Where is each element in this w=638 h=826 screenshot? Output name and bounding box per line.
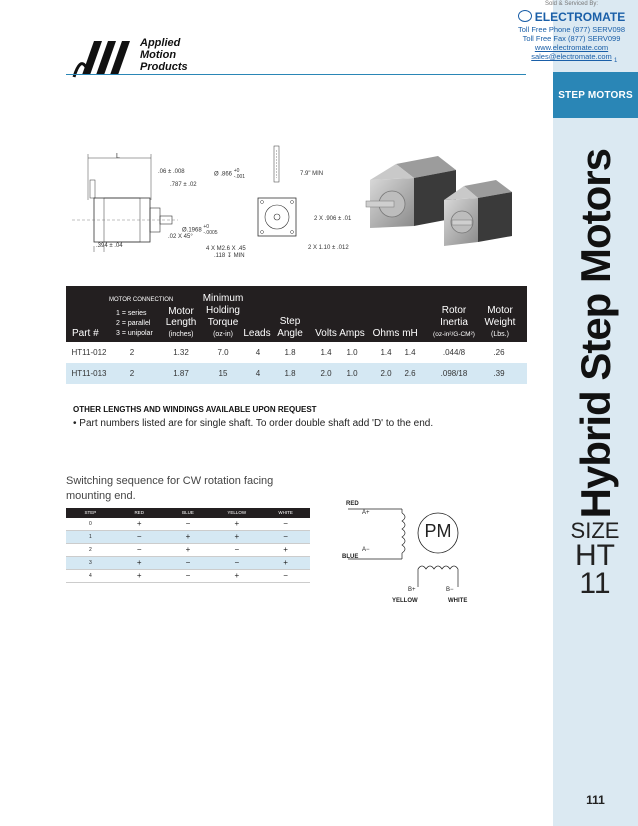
seq-header-red: RED (134, 510, 144, 515)
dim-866-tol-bottom: -.001 (233, 174, 246, 180)
header-torque-0: Minimum (202, 293, 244, 304)
brand-line-1: Applied (140, 37, 181, 49)
dealer-fax: Toll Free Fax (877) SERV099 (522, 34, 621, 43)
wire-yellow-label: YELLOW (392, 598, 418, 604)
dim-1968-value: Ø.1968 (182, 227, 202, 234)
dim-1968-tol-bottom: -.0005 (203, 230, 218, 236)
header-inertia-2: Inertia (440, 317, 468, 328)
header-torque-unit: (oz-in) (213, 331, 233, 338)
cell-weight: .26 (493, 348, 505, 357)
dim-787: .787 ± .02 (170, 182, 197, 188)
size-block (563, 520, 627, 598)
dim-screw-depth: .118 ↧ MIN (214, 253, 245, 259)
availability-note: OTHER LENGTHS AND WINDINGS AVAILABLE UPON REQUEST (73, 405, 317, 414)
dim-866 (214, 168, 245, 180)
seq-step: 4 (89, 573, 92, 579)
brand-name (140, 37, 188, 73)
size-series: HT (575, 539, 615, 572)
sequence-header (66, 508, 310, 518)
cell-part: HT11-012 (71, 348, 107, 357)
seq-blue: − (185, 571, 191, 580)
seq-yellow: + (234, 519, 240, 528)
seq-step: 2 (89, 547, 92, 553)
front-view-drawing (250, 142, 310, 252)
conn-title: MOTOR CONNECTION (109, 297, 174, 303)
seq-header-white: WHITE (278, 510, 293, 515)
cell-ohms: 1.4 (380, 348, 392, 357)
seq-blue: − (185, 519, 191, 528)
pm-label: PM (424, 521, 452, 541)
sequence-row (66, 544, 310, 557)
dealer-page-mark: 1 (614, 58, 618, 64)
dim-lead-length: 7.9" MIN (300, 171, 324, 177)
cell-inertia: .098/18 (440, 369, 468, 378)
cell-conn: 2 (129, 369, 135, 378)
dim-1968-tol (203, 224, 217, 236)
header-ohms: Ohms (372, 328, 400, 339)
header-step-1: Step (279, 316, 301, 327)
wiring-diagram (340, 495, 480, 615)
header-torque-2: Torque (207, 317, 239, 328)
seq-header-step: STEP (84, 510, 97, 515)
dealer-name[interactable] (505, 10, 638, 22)
cell-mh: 2.6 (404, 369, 416, 378)
header-weight-1: Motor (487, 305, 513, 316)
wire-white-label: WHITE (448, 598, 468, 604)
header-weight-2: Weight (484, 317, 516, 328)
vertical-title (567, 148, 625, 518)
dim-chamfer: .02 X 45° (168, 234, 193, 240)
dim-866-value: Ø .866 (214, 171, 233, 178)
cell-step: 1.8 (284, 369, 296, 378)
sequence-title: Switching sequence for CW rotation facing mounting end. (66, 475, 274, 502)
vertical-title-text: Hybrid Step Motors (572, 148, 619, 518)
brand-logo-icon (72, 37, 146, 79)
dim-866-tol-top: +0 (233, 168, 240, 174)
header-mh: mH (402, 328, 418, 339)
cell-length: 1.32 (173, 348, 189, 357)
dim-length-label: L (116, 153, 120, 160)
dealer-info (505, 0, 638, 61)
cell-part: HT11-013 (71, 369, 107, 378)
header-inertia-1: Rotor (441, 305, 467, 316)
seq-blue: + (185, 532, 191, 541)
size-number: 11 (579, 567, 611, 600)
seq-white: + (283, 545, 288, 554)
header-step-2: Angle (277, 328, 303, 339)
header-length-1: Motor (168, 306, 194, 317)
cell-mh: 1.4 (404, 348, 416, 357)
dim-screw (206, 246, 246, 260)
header-volts: Volts (315, 328, 337, 339)
header-length-2: Length (165, 317, 197, 328)
table-row (66, 363, 527, 384)
page-number: 111 (586, 793, 605, 807)
seq-yellow: − (234, 558, 240, 567)
seq-step: 3 (89, 560, 92, 566)
seq-step: 1 (89, 534, 92, 540)
seq-header-blue: BLUE (182, 510, 194, 515)
wire-a-minus-label: A− (362, 547, 370, 553)
wire-a-plus-label: A+ (362, 510, 370, 516)
cell-volts: 2.0 (320, 369, 332, 378)
motor-photo (356, 150, 528, 258)
seq-step: 0 (89, 521, 92, 527)
sequence-row (66, 570, 310, 583)
header-amps: Amps (339, 328, 365, 339)
dealer-name-text: ELECTROMATE (534, 10, 626, 24)
wire-b-minus-label: B− (446, 587, 454, 593)
cell-volts: 1.4 (320, 348, 332, 357)
header-rule (66, 74, 526, 75)
dealer-website[interactable]: www.electromate.com (534, 43, 609, 52)
dealer-phone: Toll Free Phone (877) SERV098 (517, 25, 625, 34)
brand-line-3: Products (140, 61, 188, 73)
sequence-row (66, 531, 310, 544)
sold-by: Sold & Serviced By: (544, 1, 599, 7)
header-weight-unit: (Lbs.) (491, 331, 509, 338)
header-inertia-unit: (oz-in²/G-CM²) (433, 331, 475, 338)
cell-leads: 4 (255, 369, 261, 378)
seq-white: − (283, 532, 288, 541)
seq-white: − (283, 519, 288, 528)
sequence-table (66, 508, 310, 583)
conn-3: 3 = unipolar (116, 330, 153, 337)
spec-table-header (66, 286, 527, 342)
header-part: Part # (72, 328, 99, 339)
size-word: SIZE (570, 518, 620, 543)
seq-red: − (136, 545, 142, 554)
cell-ohms: 2.0 (380, 369, 392, 378)
dim-394: .394 ± .04 (96, 243, 123, 249)
wire-blue-label: BLUE (342, 554, 359, 560)
header-length-unit: (inches) (168, 331, 194, 338)
cell-amps: 1.0 (346, 348, 358, 357)
side-view-drawing (66, 150, 206, 260)
dealer-logo-icon (518, 10, 532, 22)
seq-header-yellow: YELLOW (227, 510, 247, 515)
seq-white: + (283, 558, 288, 567)
cell-inertia: .044/8 (442, 348, 466, 357)
seq-red: + (136, 558, 142, 567)
seq-red: − (136, 532, 142, 541)
seq-yellow: + (234, 571, 240, 580)
conn-1: 1 = series (116, 310, 147, 317)
dim-110: 2 X 1.10 ± .012 (308, 245, 349, 251)
dim-866-tol (234, 168, 245, 180)
seq-blue: − (185, 558, 191, 567)
cell-conn: 2 (129, 348, 135, 357)
dim-screw-size: 4 X M2.6 X .45 (206, 246, 246, 252)
seq-yellow: − (234, 545, 240, 554)
seq-blue: + (185, 545, 191, 554)
conn-2: 2 = parallel (116, 320, 151, 327)
shaft-note: • Part numbers listed are for single shaft. To order double shaft add 'D' to the end. (73, 418, 434, 429)
cell-length: 1.87 (173, 369, 189, 378)
header-leads: Leads (243, 328, 271, 339)
wire-red-label: RED (346, 501, 359, 507)
cell-weight: .39 (493, 369, 505, 378)
wire-b-plus-label: B+ (408, 587, 416, 593)
brand-line-2: Motion (140, 49, 177, 61)
table-row (66, 342, 527, 363)
seq-red: + (136, 571, 142, 580)
sequence-row (66, 518, 310, 531)
cell-amps: 1.0 (346, 369, 358, 378)
dim-906: 2 X .906 ± .01 (314, 216, 352, 222)
section-tab[interactable]: STEP MOTORS (553, 72, 638, 118)
dim-06: .06 ± .008 (158, 169, 185, 175)
dealer-email[interactable]: sales@electromate.com (531, 52, 612, 61)
dim-1968-tol-top: +0 (203, 224, 210, 230)
cell-torque: 15 (218, 369, 228, 378)
seq-red: + (136, 519, 142, 528)
seq-white: − (283, 571, 288, 580)
cell-torque: 7.0 (217, 348, 229, 357)
sequence-row (66, 557, 310, 570)
cell-step: 1.8 (284, 348, 296, 357)
cell-leads: 4 (255, 348, 261, 357)
header-torque-1: Holding (206, 305, 240, 316)
seq-yellow: + (234, 532, 240, 541)
